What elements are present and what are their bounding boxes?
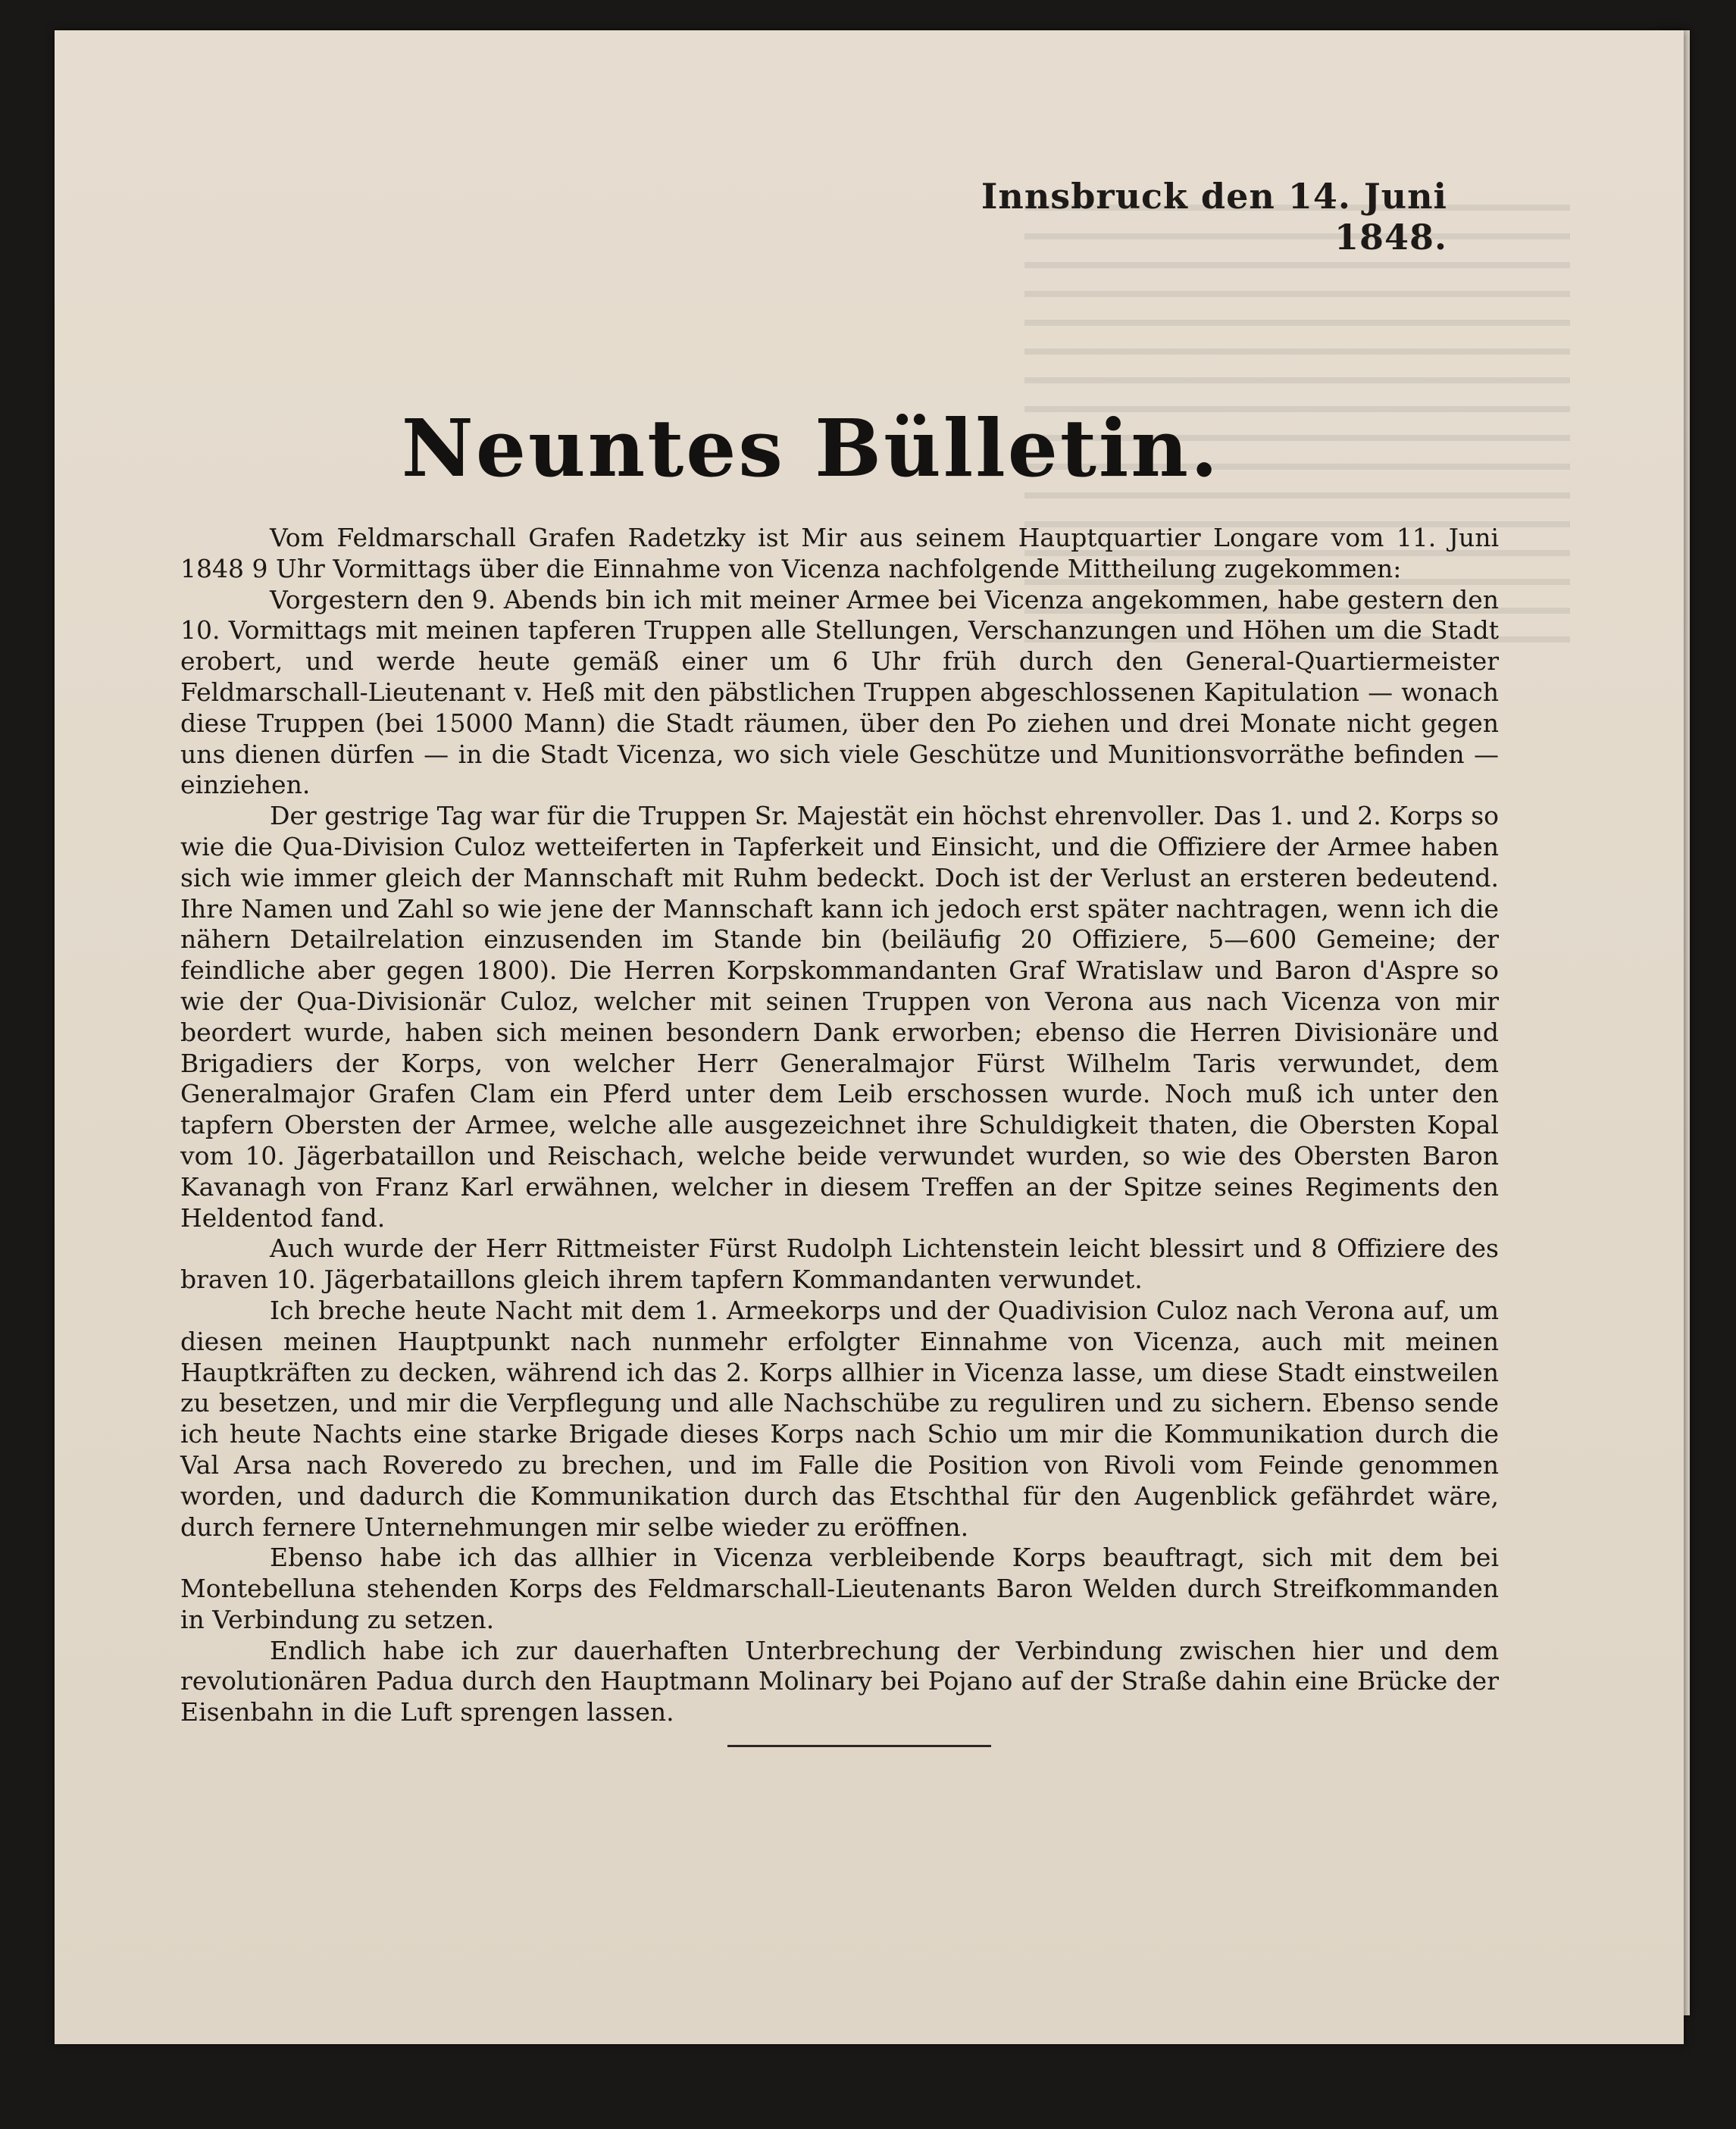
closing-rule [727, 1745, 991, 1747]
paragraph-wounded: Auch wurde der Herr Rittmeister Fürst Rudolph Lichtenstein leicht blessirt und 8 Offiziere des braven 10. Jägerbataillons gleich ihrem tapfern Kommandanten verwundet. [180, 1233, 1499, 1295]
paragraph-intro: Vom Feldmarschall Grafen Radetzky ist Mir aus seinem Hauptquartier Longare vom 11. Juni 1848 9 Uhr Vormittags über die Einnahme von Vicenza nachfolgende Mittheilung zugekommen: [180, 523, 1499, 583]
paragraph-orders: Ebenso habe ich das allhier in Vicenza verbleibende Korps beauftragt, sich mit dem bei Montebelluna stehenden Korps des Feldmarschall-Lieutenants Baron Welden durch Streifkommanden in Verbindung zu setzen. [180, 1543, 1499, 1634]
paragraph-movements: Ich breche heute Nacht mit dem 1. Armeekorps und der Quadivision Culoz nach Verona auf, um diesen meinen Hauptpunkt nach nunmehr erfolgter Einnahme von Vicenza, auch mit meinen Hauptkräften zu decken, während ich das 2. Korps allhier in Vicenza lasse, um diese Stadt einstweilen zu besetzen, und mir die Verpflegung und alle Nachschübe zu reguliren und zu sichern. Ebenso sende ich heute Nachts eine starke Brigade dieses Korps nach Schio um mir die Kommunikation durch die Val Arsa nach Roveredo zu brechen, und im Falle die Position von Rivoli vom Feinde genommen worden, und dadurch die Kommunikation durch das Etschthal für den Augenblick gefährdet wäre, durch fernere Unternehmungen mir selbe wieder zu eröffnen. [180, 1295, 1499, 1542]
page-title: Neuntes Bülletin. [401, 402, 1221, 495]
paragraph-honours: Der gestrige Tag war für die Truppen Sr. Majestät ein höchst ehrenvoller. Das 1. und 2. Korps so wie die Qua-Division Culoz wetteiferten in Tapferkeit und Einsicht, und die Offiziere der Armee haben sich wie immer gleich der Mannschaft mit Ruhm bedeckt. Doch ist der Verlust an ersteren bedeutend. Ihre Namen und Zahl so wie jene der Mannschaft kann ich jedoch erst später nachtragen, wenn ich die nähern Detailrelation einzusenden im Stande bin (beiläufig 20 Offiziere, 5—600 Gemeine; der feindliche aber gegen 1800). Die Herren Korpskommandanten Graf Wratislaw und Baron d'Aspre so wie der Qua-Divisionär Culoz, welcher mit seinen Truppen von Verona aus nach Vicenza von mir beordert wurde, haben sich meinen besondern Dank erworben; ebenso die Herren Divisionäre und Brigadiers der Korps, von welcher Herr Generalmajor Fürst Wilhelm Taris verwundet, dem Generalmajor Grafen Clam ein Pferd unter dem Leib erschossen wurde. Noch muß ich unter den tapfern Obersten der Armee, welche alle ausgezeichnet ihre Schuldigkeit thaten, die Obersten Kopal vom 10. Jägerbataillon und Reischach, welche beide verwundet wurden, so wie des Obersten Baron Kavanagh von Franz Karl erwähnen, welcher in diesem Treffen an der Spitze seines Regiments den Heldentod fand. [180, 801, 1499, 1233]
paragraph-capture-report: Vorgestern den 9. Abends bin ich mit meiner Armee bei Vicenza angekommen, habe gestern den 10. Vormittags mit meinen tapferen Truppen alle Stellungen, Verschanzungen und Höhen um die Stadt erobert, und werde heute gemäß einer um 6 Uhr früh durch den General-Quartiermeister Feldmarschall-Lieutenant v. Heß mit den päbstlichen Truppen abgeschlossenen Kapitulation — wonach diese Truppen (bei 15000 Mann) die Stadt räumen, über den Po ziehen und drei Monate nicht gegen uns dienen dürfen — in die Stadt Vicenza, wo sich viele Geschütze und Munitionsvorräthe befinden — einziehen. [180, 584, 1499, 800]
bulletin-body [180, 523, 1499, 1728]
paragraph-bridge: Endlich habe ich zur dauerhaften Unterbrechung der Verbindung zwischen hier und dem revolutionären Padua durch den Hauptmann Molinary bei Pojano auf der Straße dahin eine Brücke der Eisenbahn in die Luft sprengen lassen. [180, 1635, 1499, 1727]
dateline: Innsbruck den 14. Juni 1848. [981, 176, 1447, 258]
